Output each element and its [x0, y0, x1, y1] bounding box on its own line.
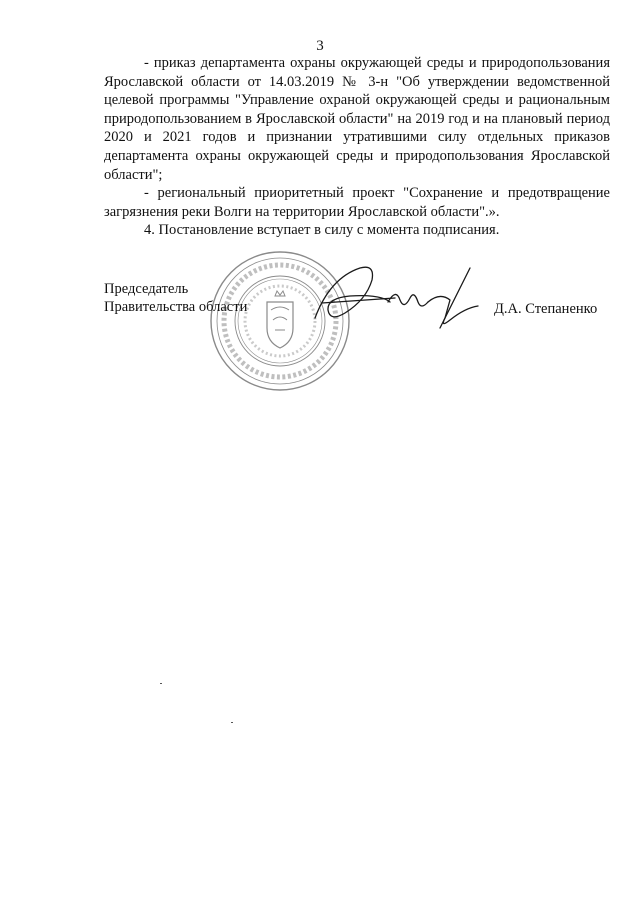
official-seal-icon: [209, 250, 351, 392]
scan-speck: [160, 683, 162, 684]
page-number: 3: [316, 38, 324, 54]
signatory-name: Д.А. Степаненко: [494, 301, 598, 317]
document-body: [104, 54, 610, 240]
paragraph-order-reference: - приказ департамента охраны окружающей среды и природопользования Ярославской области от 14.03.2019 № 3-н "Об утверждении ведомственной целевой программы "Управление охраной окружающей среды и рациональным природопользованием в Ярославской области" на 2019 год и на плановый период 2020 и 2021 годов и признании утратившими силу отдельных приказов департамента охраны окружающей среды и природопользования Ярославской области";: [104, 55, 610, 183]
handwritten-signature-icon: [300, 258, 500, 338]
signatory-title-line1: Председатель: [104, 281, 189, 297]
paragraph-regional-project: - региональный приоритетный проект "Сохранение и предотвращение загрязнения реки Волги на территории Ярославской области".».: [104, 185, 610, 220]
paragraph-effective-date: 4. Постановление вступает в силу с момента подписания.: [144, 222, 500, 239]
signatory-title-line2: Правительства области: [104, 299, 248, 315]
scan-speck: [231, 722, 233, 723]
